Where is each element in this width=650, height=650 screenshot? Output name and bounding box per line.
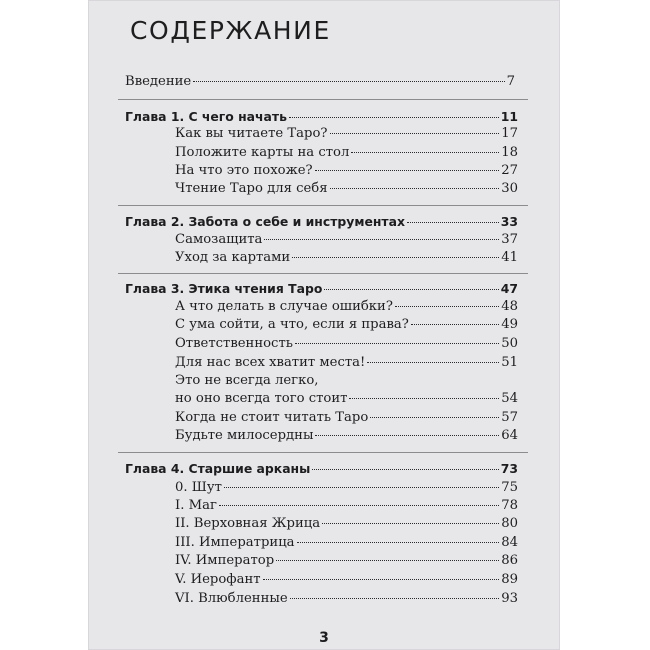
page-title: СОДЕРЖАНИЕ (130, 16, 331, 45)
toc-entry-page: 18 (501, 145, 518, 160)
toc-entry-label: III. Императрица (175, 535, 295, 550)
toc-entry-page: 17 (501, 126, 518, 141)
toc-entry-page: 7 (506, 74, 515, 89)
toc-entry (175, 317, 518, 332)
toc-entry-label: Будьте милосердны (175, 428, 314, 443)
toc-entry-page: 27 (501, 163, 518, 178)
toc-entry (175, 535, 518, 550)
section-divider (118, 273, 528, 274)
toc-entry-label: Как вы читаете Таро? (175, 126, 328, 141)
dot-leader (395, 306, 499, 307)
toc-chapter-4 (125, 461, 518, 476)
toc-entry (175, 232, 518, 247)
toc-entry-label: I. Маг (175, 498, 217, 513)
dot-leader (322, 523, 499, 524)
dot-leader (351, 152, 499, 153)
toc-chapter-2 (125, 214, 518, 229)
toc-chapter-page: 73 (500, 461, 518, 476)
dot-leader (263, 579, 500, 580)
dot-leader (315, 170, 500, 171)
toc-entry (175, 480, 518, 495)
toc-entry-label: Когда не стоит читать Таро (175, 410, 369, 425)
toc-entry-label-line1: Это не всегда легко, (175, 373, 319, 388)
toc-entry-label: VI. Влюбленные (175, 591, 288, 606)
dot-leader (193, 81, 504, 82)
toc-chapter-page: 33 (500, 214, 518, 229)
toc-entry-page: 48 (501, 299, 518, 314)
toc-entry-label: Ответственность (175, 336, 293, 351)
dot-leader (276, 560, 499, 561)
toc-entry-introduction (125, 74, 515, 89)
toc-entry (175, 591, 518, 606)
section-divider (118, 99, 528, 100)
book-page (88, 0, 560, 650)
toc-entry-page: 86 (501, 553, 518, 568)
dot-leader (292, 257, 499, 258)
toc-chapter-page: 47 (500, 281, 518, 296)
toc-entry-page: 41 (501, 250, 518, 265)
dot-leader (264, 239, 499, 240)
dot-leader (411, 324, 499, 325)
toc-entry-label: IV. Император (175, 553, 275, 568)
toc-entry (175, 126, 518, 141)
toc-entry-label: Положите карты на стол (175, 145, 350, 160)
toc-entry (175, 410, 518, 425)
toc-chapter-label: Глава 1. С чего начать (125, 109, 287, 124)
section-divider (118, 205, 528, 206)
toc-entry-label: 0. Шут (175, 480, 222, 495)
dot-leader (295, 343, 499, 344)
toc-entry-label: V. Иерофант (175, 572, 261, 587)
section-divider (118, 452, 528, 453)
toc-entry-page: 84 (501, 535, 518, 550)
toc-entry-label: II. Верховная Жрица (175, 516, 321, 531)
toc-chapter-label: Глава 4. Старшие арканы (125, 461, 311, 476)
toc-entry-label: На что это похоже? (175, 163, 313, 178)
dot-leader (324, 289, 498, 290)
toc-entry-label: Уход за картами (175, 250, 291, 265)
toc-entry-label: С ума сойти, а что, если я права? (175, 317, 409, 332)
toc-entry (175, 498, 518, 513)
dot-leader (290, 598, 500, 599)
toc-entry-page: 30 (501, 181, 518, 196)
toc-entry-page: 89 (501, 572, 518, 587)
toc-entry (175, 181, 518, 196)
toc-entry (175, 391, 518, 406)
toc-entry-label: Самозащита (175, 232, 263, 247)
toc-entry (175, 250, 518, 265)
dot-leader (349, 398, 499, 399)
dot-leader (367, 362, 499, 363)
toc-entry (175, 145, 518, 160)
toc-entry (175, 355, 518, 370)
dot-leader (219, 505, 499, 506)
toc-chapter-1 (125, 109, 518, 124)
toc-entry-label: Введение (125, 74, 192, 89)
toc-entry (175, 336, 518, 351)
toc-entry (175, 428, 518, 443)
toc-entry (175, 553, 518, 568)
toc-entry-page: 93 (501, 591, 518, 606)
toc-entry-page: 50 (501, 336, 518, 351)
toc-entry (175, 163, 518, 178)
toc-entry-page: 49 (501, 317, 518, 332)
dot-leader (224, 487, 499, 488)
toc-entry (175, 299, 518, 314)
toc-entry-page: 57 (501, 410, 518, 425)
toc-entry-label: Для нас всех хватит места! (175, 355, 366, 370)
dot-leader (315, 435, 499, 436)
toc-chapter-label: Глава 3. Этика чтения Таро (125, 281, 323, 296)
toc-entry-page: 80 (501, 516, 518, 531)
dot-leader (289, 117, 499, 118)
toc-entry (175, 516, 518, 531)
dot-leader (330, 133, 500, 134)
page-number: 3 (319, 630, 329, 646)
dot-leader (407, 222, 499, 223)
toc-entry (175, 572, 518, 587)
toc-entry-page: 51 (501, 355, 518, 370)
dot-leader (370, 417, 499, 418)
toc-entry-label: но оно всегда того стоит (175, 391, 348, 406)
toc-chapter-3 (125, 281, 518, 296)
dot-leader (312, 469, 498, 470)
toc-chapter-label: Глава 2. Забота о себе и инструментах (125, 214, 405, 229)
toc-entry-page: 64 (501, 428, 518, 443)
toc-entry-page: 54 (501, 391, 518, 406)
toc-entry-page: 75 (501, 480, 518, 495)
dot-leader (297, 542, 500, 543)
toc-entry-page: 78 (501, 498, 518, 513)
dot-leader (330, 188, 500, 189)
toc-entry-label: Чтение Таро для себя (175, 181, 328, 196)
toc-chapter-page: 11 (500, 109, 518, 124)
toc-entry-page: 37 (501, 232, 518, 247)
toc-entry-label: А что делать в случае ошибки? (175, 299, 393, 314)
